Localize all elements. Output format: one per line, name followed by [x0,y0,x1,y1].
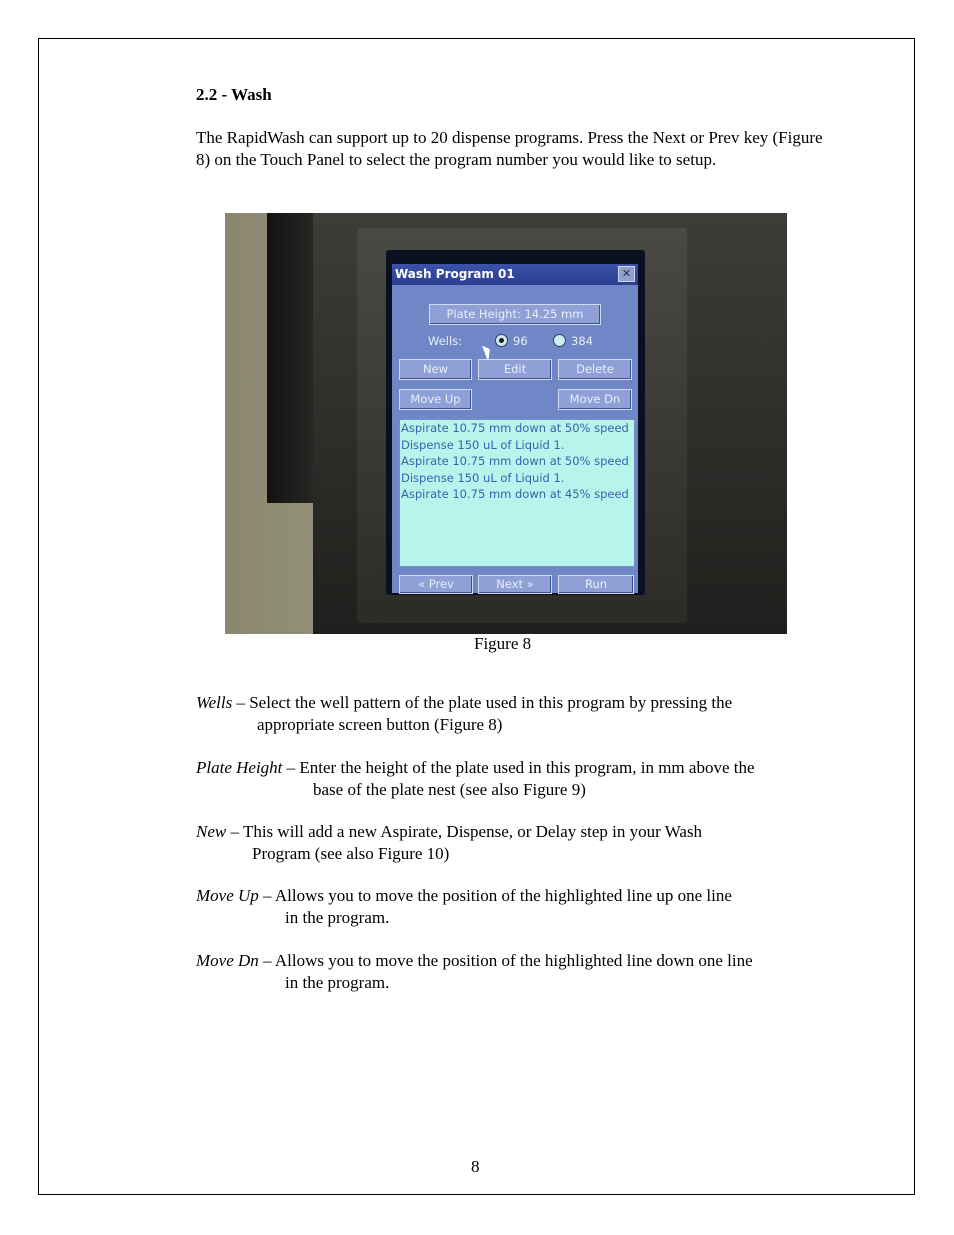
figure-caption: Figure 8 [474,634,532,653]
delete-button[interactable]: Delete [558,359,632,380]
description-continuation: in the program. [285,972,390,992]
move-dn-button[interactable]: Move Dn [558,389,632,410]
wash-program-window [392,264,638,593]
move-dn-description [196,950,826,993]
page-number: 8 [471,1157,480,1176]
description-text: This will add a new Aspirate, Dispense, or Delay step in your Wash [242,822,703,841]
wells-label: Wells: [428,334,463,348]
wells-96-label: 96 [513,334,528,348]
separator: – [226,822,243,841]
wells-384-radio[interactable] [553,334,566,347]
prev-button[interactable]: « Prev [399,575,473,594]
next-button[interactable]: Next » [478,575,552,594]
separator: – [258,951,275,970]
separator: – [232,693,250,712]
term: Wells [196,693,233,712]
list-item[interactable]: Dispense 150 uL of Liquid 1. [401,470,565,485]
description-text: Allows you to move the position of the highlighted line up one line [274,886,732,905]
description-continuation: base of the plate nest (see also Figure 9) [313,779,586,799]
new-button[interactable]: New [399,359,472,380]
description-continuation: appropriate screen button (Figure 8) [257,714,503,734]
plate-height-button[interactable]: Plate Height: 14.25 mm [429,304,601,325]
move-up-button[interactable]: Move Up [399,389,472,410]
close-button[interactable]: ✕ [618,266,635,282]
figure-8-photo [225,213,787,634]
window-titlebar [392,264,638,285]
edit-button[interactable]: Edit [478,359,552,380]
separator: – [258,886,275,905]
list-item[interactable]: Aspirate 10.75 mm down at 50% speed [401,421,629,435]
list-item[interactable]: Aspirate 10.75 mm down at 50% speed [401,454,629,468]
term: New [196,822,227,841]
run-button[interactable]: Run [558,575,634,594]
description-text: Select the well pattern of the plate used in this program by pressing the [249,693,733,712]
separator: – [282,758,300,777]
intro-paragraph: The RapidWash can support up to 20 dispense programs. Press the Next or Prev key (Figure 8) on the Touch Panel to select the program number you would like to setup. [196,128,823,169]
list-item[interactable]: Dispense 150 uL of Liquid 1. [401,437,565,452]
window-title: Wash Program 01 [395,267,515,281]
term: Plate Height [196,758,283,777]
description-text: Enter the height of the plate used in this program, in mm above the [299,758,755,777]
description-text: Allows you to move the position of the highlighted line down one line [274,951,753,970]
description-continuation: in the program. [285,907,390,927]
section-heading: 2.2 - Wash [196,85,272,104]
term: Move Dn [196,951,259,970]
wells-96-radio[interactable] [495,334,508,347]
new-description [196,821,826,864]
plate-height-description [196,757,826,800]
wells-384-label: 384 [571,334,593,348]
wells-description [196,692,826,735]
description-continuation: Program (see also Figure 10) [252,843,450,863]
move-up-description [196,885,826,928]
program-steps-list[interactable] [399,419,635,567]
list-item[interactable]: Aspirate 10.75 mm down at 45% speed [401,487,629,501]
term: Move Up [196,886,259,905]
